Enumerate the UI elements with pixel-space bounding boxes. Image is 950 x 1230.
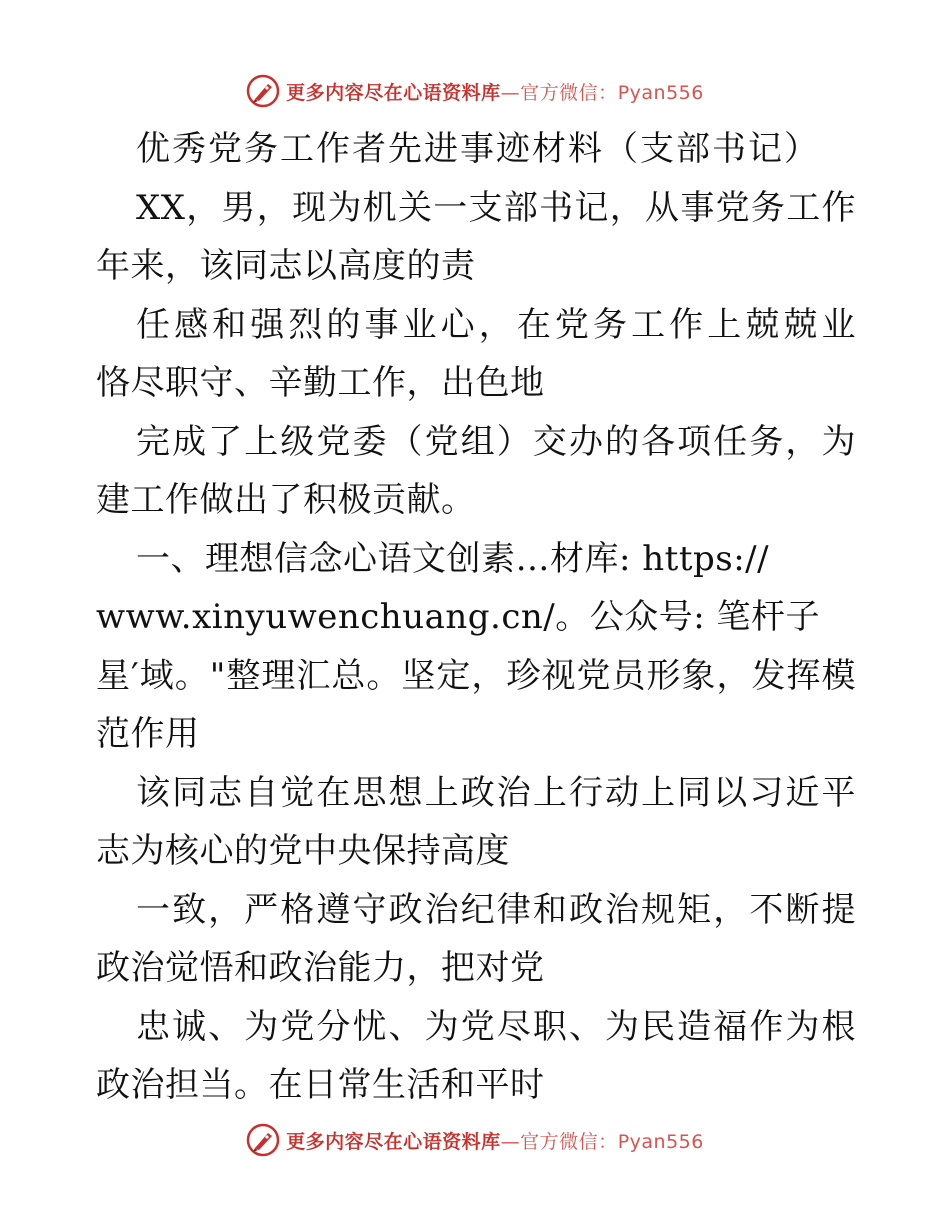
watermark-part2: 官方微信： bbox=[520, 81, 618, 104]
document-line: 政治担当。在日常生活和平时 bbox=[96, 1065, 545, 1105]
document-line: 政治觉悟和政治能力，把对党 bbox=[96, 948, 545, 988]
document-line: 范作用 bbox=[96, 714, 200, 754]
pen-nib-logo-icon bbox=[246, 1123, 280, 1157]
watermark-text bbox=[286, 78, 704, 105]
watermark-dash: — bbox=[500, 1130, 521, 1153]
watermark-banner-bottom bbox=[0, 1120, 950, 1160]
pen-nib-logo-icon bbox=[246, 74, 280, 108]
watermark-part1: 更多内容尽在心语资料库 bbox=[286, 81, 501, 104]
document-body bbox=[96, 120, 856, 1115]
document-line: 该同志自觉在思想上政治上行动上同以习近平 bbox=[136, 772, 856, 813]
document-line: 忠诚、为党分忧、为党尽职、为民造福作为根 bbox=[136, 1006, 856, 1047]
watermark-text bbox=[286, 1127, 704, 1154]
document-title: 优秀党务工作者先进事迹材料（支部书记） bbox=[136, 129, 820, 169]
watermark-part1: 更多内容尽在心语资料库 bbox=[286, 1130, 501, 1153]
document-line: 恪尽职守、辛勤工作，出色地 bbox=[96, 363, 545, 403]
document-line: XX，男，现为机关一支部书记，从事党务工作 bbox=[136, 187, 856, 228]
watermark-part2: 官方微信： bbox=[520, 1130, 618, 1153]
document-line: 一、理想信念心语文创素…材库: https:// bbox=[136, 538, 770, 579]
document-line: 任感和强烈的事业心，在党务工作上兢兢业 bbox=[136, 304, 856, 345]
document-line: 年来，该同志以高度的责 bbox=[96, 246, 476, 286]
document-line: www.xinyuwenchuang.cn/。公众号: 笔杆子 bbox=[96, 597, 820, 637]
document-line: 一致，严格遵守政治纪律和政治规矩，不断提 bbox=[136, 889, 856, 930]
document-line: 星′域。"整理汇总。坚定，珍视党员形象，发挥模 bbox=[96, 655, 856, 696]
document-line: 建工作做出了积极贡献。 bbox=[96, 480, 476, 520]
document-line: 完成了上级党委（党组）交办的各项任务，为 bbox=[136, 421, 856, 462]
watermark-banner-top bbox=[0, 71, 950, 111]
document-line: 志为核心的党中央保持高度 bbox=[96, 831, 510, 871]
watermark-account: Pyan556 bbox=[617, 81, 704, 104]
watermark-dash: — bbox=[500, 81, 521, 104]
watermark-account: Pyan556 bbox=[617, 1130, 704, 1153]
